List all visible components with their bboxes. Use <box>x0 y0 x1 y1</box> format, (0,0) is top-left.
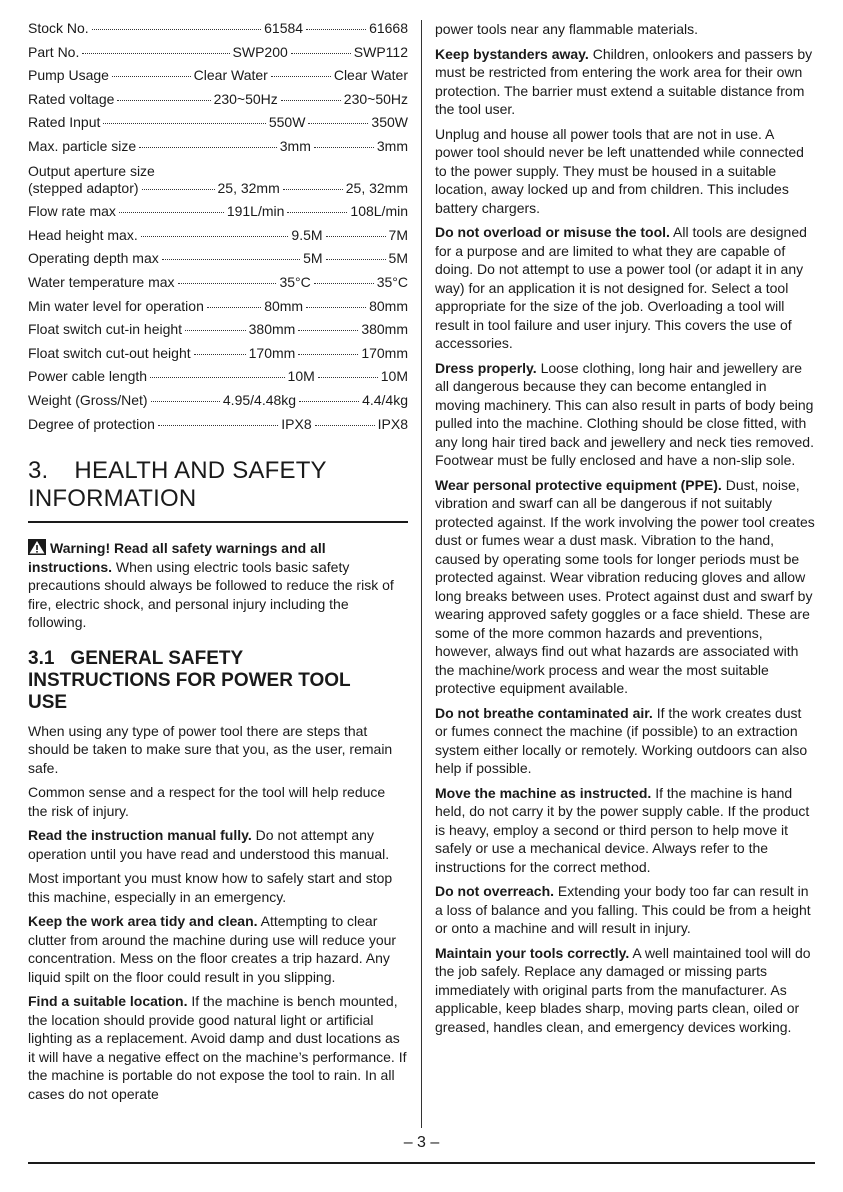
paragraph-text: A well maintained tool will do the job safely. Replace any damaged or missing parts immediately with original parts from the manufacturer. As applicable, keep blades sharp, moving parts clean, oiled or greased, handles clean, and emergency devices working. <box>435 944 811 1035</box>
paragraph-text: When using any type of power tool there are steps that should be taken to make sure that you, as the user, remain safe. <box>28 722 393 776</box>
spec-label: Power cable length <box>28 368 148 385</box>
safety-paragraph <box>435 45 815 119</box>
spec-label: Water temperature max <box>28 273 175 290</box>
spec-value-model-2: 10M <box>380 368 408 385</box>
safety-paragraph <box>28 722 408 778</box>
safety-paragraph <box>435 223 815 353</box>
paragraph-lead: Maintain your tools correctly. <box>435 944 630 961</box>
spec-value-model-1: 10M <box>287 368 315 385</box>
dot-leader <box>151 401 220 402</box>
subsection-heading <box>28 648 408 714</box>
safety-paragraph <box>28 826 408 863</box>
paragraph-text: Children, onlookers and passers by must be restricted from entering the work area for their own protection. The barrier must extend a suitable distance from the tool user. <box>435 45 813 117</box>
paragraph-text: Unplug and house all power tools that are not in use. A power tool should never be left unattended while connected to the power supply. They must be housed in a suitable location, away locked up and from children. This includes battery chargers. <box>435 125 804 216</box>
spec-row <box>28 345 408 369</box>
paragraph-text: Attempting to clear clutter from around the machine during use will reduce your concentration. Mess on the floor creates a trip hazard. Any liquid spilt on the floor could result in you slipping. <box>28 913 397 985</box>
paragraph-lead: Keep the work area tidy and clean. <box>28 913 258 930</box>
safety-paragraph <box>435 20 815 39</box>
subsection-title-line2: INSTRUCTIONS FOR POWER TOOL <box>28 669 351 691</box>
right-column <box>435 20 815 1042</box>
spec-value-model-2: 3mm <box>376 137 408 154</box>
spec-label: Degree of protection <box>28 415 155 432</box>
spec-value-model-1: 25, 32mm <box>217 179 280 196</box>
safety-paragraph <box>435 944 815 1037</box>
spec-label: Part No. <box>28 43 80 60</box>
spec-label: Flow rate max <box>28 203 116 220</box>
dot-leader <box>141 236 289 237</box>
dot-leader <box>185 330 246 331</box>
spec-value-model-1: 61584 <box>264 20 304 36</box>
paragraph-lead: Find a suitable location. <box>28 993 188 1010</box>
paragraph-text: Extending your body too far can result in a loss of balance and you falling. This could be from a height or onto a machine and will result in injury. <box>435 883 811 936</box>
dot-leader <box>298 354 358 355</box>
footer-rule <box>28 1162 815 1164</box>
paragraph-lead: Read the instruction manual fully. <box>28 827 252 844</box>
spec-row <box>28 250 408 274</box>
dot-leader <box>178 283 277 284</box>
column-divider <box>421 20 422 1128</box>
spec-value-model-1: 191L/min <box>226 203 285 220</box>
dot-leader <box>308 123 368 124</box>
warning-icon <box>28 539 46 555</box>
warning-bold: Warning! Read all safety warnings and all instructions. <box>28 540 326 575</box>
spec-value-model-2: 7M <box>388 226 408 243</box>
spec-value-model-2: SWP112 <box>353 43 408 60</box>
warning-text: When using electric tools basic safety precautions should always be followed to reduce the risk of fire, electric shock, and personal injury including the following. <box>28 558 394 631</box>
spec-value-model-2: Clear Water <box>333 67 408 84</box>
spec-row <box>28 227 408 251</box>
dot-leader <box>318 377 378 378</box>
left-paragraphs <box>28 722 408 1104</box>
spec-row <box>28 91 408 115</box>
spec-value-model-1: 80mm <box>264 297 304 314</box>
paragraph-lead: Keep bystanders away. <box>435 45 589 62</box>
dot-leader <box>281 100 341 101</box>
right-paragraphs <box>435 20 815 1036</box>
spec-row <box>28 392 408 416</box>
page-number: – 3 – <box>403 1134 440 1151</box>
paragraph-text: All tools are designed for a purpose and are limited to what they are capable of doing. Do not attempt to use a power tool (or adapt it in any way) for an application it is not designed for. Select a tool appropriate for the size of the job. Overloading a tool will result in tool failure and user injury. This covers the use of accessories. <box>435 224 807 351</box>
safety-paragraph <box>28 783 408 820</box>
dot-leader <box>314 283 374 284</box>
spec-label: Float switch cut-out height <box>28 344 191 361</box>
spec-row <box>28 203 408 227</box>
dot-leader <box>306 29 366 30</box>
spec-value-model-2: 380mm <box>361 321 408 338</box>
spec-label: Min water level for operation <box>28 297 204 314</box>
dot-leader <box>271 76 331 77</box>
paragraph-text: power tools near any flammable materials. <box>435 21 699 37</box>
paragraph-lead: Move the machine as instructed. <box>435 784 652 801</box>
dot-leader <box>162 259 300 260</box>
spec-value-model-1: IPX8 <box>281 415 312 432</box>
dot-leader <box>142 189 215 190</box>
spec-label: Rated voltage <box>28 90 115 107</box>
spec-value-model-1: 230~50Hz <box>213 90 278 107</box>
paragraph-lead: Do not breathe contaminated air. <box>435 704 653 721</box>
spec-label: Float switch cut-in height <box>28 321 183 338</box>
spec-label: Rated Input <box>28 114 101 131</box>
dot-leader <box>119 212 224 213</box>
spec-row <box>28 67 408 91</box>
spec-label: Operating depth max <box>28 250 159 267</box>
section-heading <box>28 457 408 523</box>
spec-value-model-2: 108L/min <box>350 203 408 220</box>
paragraph-text: Most important you must know how to safely start and stop this machine, especially in an emergency. <box>28 870 393 905</box>
spec-value-model-2: 4.4/4kg <box>362 391 408 408</box>
paragraph-lead: Wear personal protective equipment (PPE). <box>435 476 722 493</box>
spec-value-model-2: 25, 32mm <box>345 179 408 196</box>
spec-row <box>28 298 408 322</box>
spec-value-model-1: 9.5M <box>291 226 323 243</box>
spec-value-model-2: 61668 <box>369 20 408 36</box>
spec-value-model-2: IPX8 <box>377 415 408 432</box>
dot-leader <box>207 307 261 308</box>
dot-leader <box>287 212 347 213</box>
paragraph-lead: Do not overreach. <box>435 883 555 899</box>
spec-value-model-2: 350W <box>371 114 408 131</box>
dot-leader <box>139 147 277 148</box>
safety-paragraph <box>28 992 408 1103</box>
dot-leader <box>158 425 278 426</box>
subsection-title-line1: GENERAL SAFETY <box>70 647 244 669</box>
paragraph-lead: Do not overload or misuse the tool. <box>435 224 670 240</box>
paragraph-text: If the work creates dust or fumes connect the machine (if possible) to an extraction system either locally or remotely. Working outdoors can also help if possible. <box>435 704 808 776</box>
spec-value-model-1: 35°C <box>279 273 311 290</box>
section-title-line1: HEALTH AND SAFETY <box>74 457 327 485</box>
safety-paragraph <box>435 125 815 218</box>
spec-label: Pump Usage <box>28 67 109 84</box>
safety-paragraph <box>435 784 815 877</box>
spec-value-model-1: 170mm <box>248 344 296 361</box>
spec-row <box>28 180 408 204</box>
dot-leader <box>194 354 246 355</box>
spec-label: (stepped adaptor) <box>28 179 139 196</box>
dot-leader <box>82 53 229 54</box>
spec-value-model-1: 550W <box>268 114 306 131</box>
spec-value-model-2: 80mm <box>369 297 408 314</box>
left-column <box>28 20 408 1109</box>
dot-leader <box>112 76 191 77</box>
safety-paragraph <box>28 912 408 986</box>
paragraph-text: Loose clothing, long hair and jewellery are all dangerous because they can become entangled in moving machinery. This can also result in parts of body being pulled into the machine. Clothing should be close fitted, with any long hair tired back and jewellery and neck ties removed. Footwear must be fully enclosed and have a non-slip sole. <box>435 359 814 468</box>
spec-label: Weight (Gross/Net) <box>28 391 148 408</box>
section-number: 3. <box>28 457 49 485</box>
dot-leader <box>150 377 284 378</box>
safety-paragraph <box>435 882 815 938</box>
spec-label: Max. particle size <box>28 137 137 154</box>
spec-row <box>28 138 408 162</box>
spec-value-model-1: SWP200 <box>232 43 288 60</box>
dot-leader <box>299 401 359 402</box>
section-title-line2: INFORMATION <box>28 485 197 513</box>
dot-leader <box>315 425 375 426</box>
spec-label-line: Output aperture size <box>28 162 155 179</box>
spec-row <box>28 321 408 345</box>
spec-row <box>28 20 408 44</box>
dot-leader <box>92 29 261 30</box>
paragraph-text: If the machine is bench mounted, the location should provide good natural light or artificial lighting as a replacement. Avoid damp and dust locations as it will have a negative effect on the machine’s performance. If the machine is portable do not expose the tool to rain. In all cases do not operate <box>28 993 407 1102</box>
spec-value-model-1: 3mm <box>279 137 311 154</box>
dot-leader <box>326 259 386 260</box>
spec-row <box>28 114 408 138</box>
spec-value-model-2: 35°C <box>376 273 408 290</box>
spec-row <box>28 416 408 440</box>
paragraph-text: Common sense and a respect for the tool will help reduce the risk of injury. <box>28 784 386 819</box>
spec-label: Head height max. <box>28 226 138 243</box>
paragraph-text: Dust, noise, vibration and swarf can all be dangerous if not suitably protected against. If the work involving the power tool creates dust or fumes wear a dust mask. Vibration to the hand, caused by operating some tools for longer periods must be protected against. Wear vibration reducing gloves and allow long breaks between uses. Protect against dust and swarf by wearing approved safety goggles or a face shield. These are some of the more common hazards and preventions, however, always find out what hazards are associated with the machine/work process and wear the most suitable protective equipment available. <box>435 476 815 696</box>
dot-leader <box>117 100 210 101</box>
spec-value-model-2: 170mm <box>361 344 408 361</box>
paragraph-text: Do not attempt any operation until you have read and understood this manual. <box>28 827 390 862</box>
paragraph-text: If the machine is hand held, do not carry it by the power supply cable. If the product is heavy, employ a second or third person to help move it safely or use a mechanical device. Always refer to the instructions for the correct method. <box>435 784 810 875</box>
spec-row <box>28 274 408 298</box>
safety-paragraph <box>435 359 815 470</box>
spec-table <box>28 20 408 439</box>
safety-paragraph <box>28 869 408 906</box>
dot-leader <box>306 307 366 308</box>
dot-leader <box>314 147 374 148</box>
spec-value-model-2: 5M <box>388 250 408 267</box>
spec-value-model-1: 5M <box>303 250 323 267</box>
spec-row <box>28 368 408 392</box>
paragraph-lead: Dress properly. <box>435 359 537 376</box>
spec-label: Stock No. <box>28 20 89 36</box>
warning-paragraph <box>28 539 408 632</box>
dot-leader <box>291 53 351 54</box>
subsection-title-line3: USE <box>28 691 68 713</box>
safety-paragraph <box>435 704 815 778</box>
spec-value-model-1: 4.95/4.48kg <box>222 391 297 408</box>
dot-leader <box>103 123 265 124</box>
dot-leader <box>326 236 386 237</box>
spec-value-model-1: 380mm <box>248 321 296 338</box>
spec-value-model-2: 230~50Hz <box>343 90 408 107</box>
spec-row <box>28 44 408 68</box>
spec-value-model-1: Clear Water <box>193 67 268 84</box>
dot-leader <box>283 189 343 190</box>
dot-leader <box>298 330 358 331</box>
subsection-number: 3.1 <box>28 647 55 669</box>
safety-paragraph <box>435 476 815 698</box>
